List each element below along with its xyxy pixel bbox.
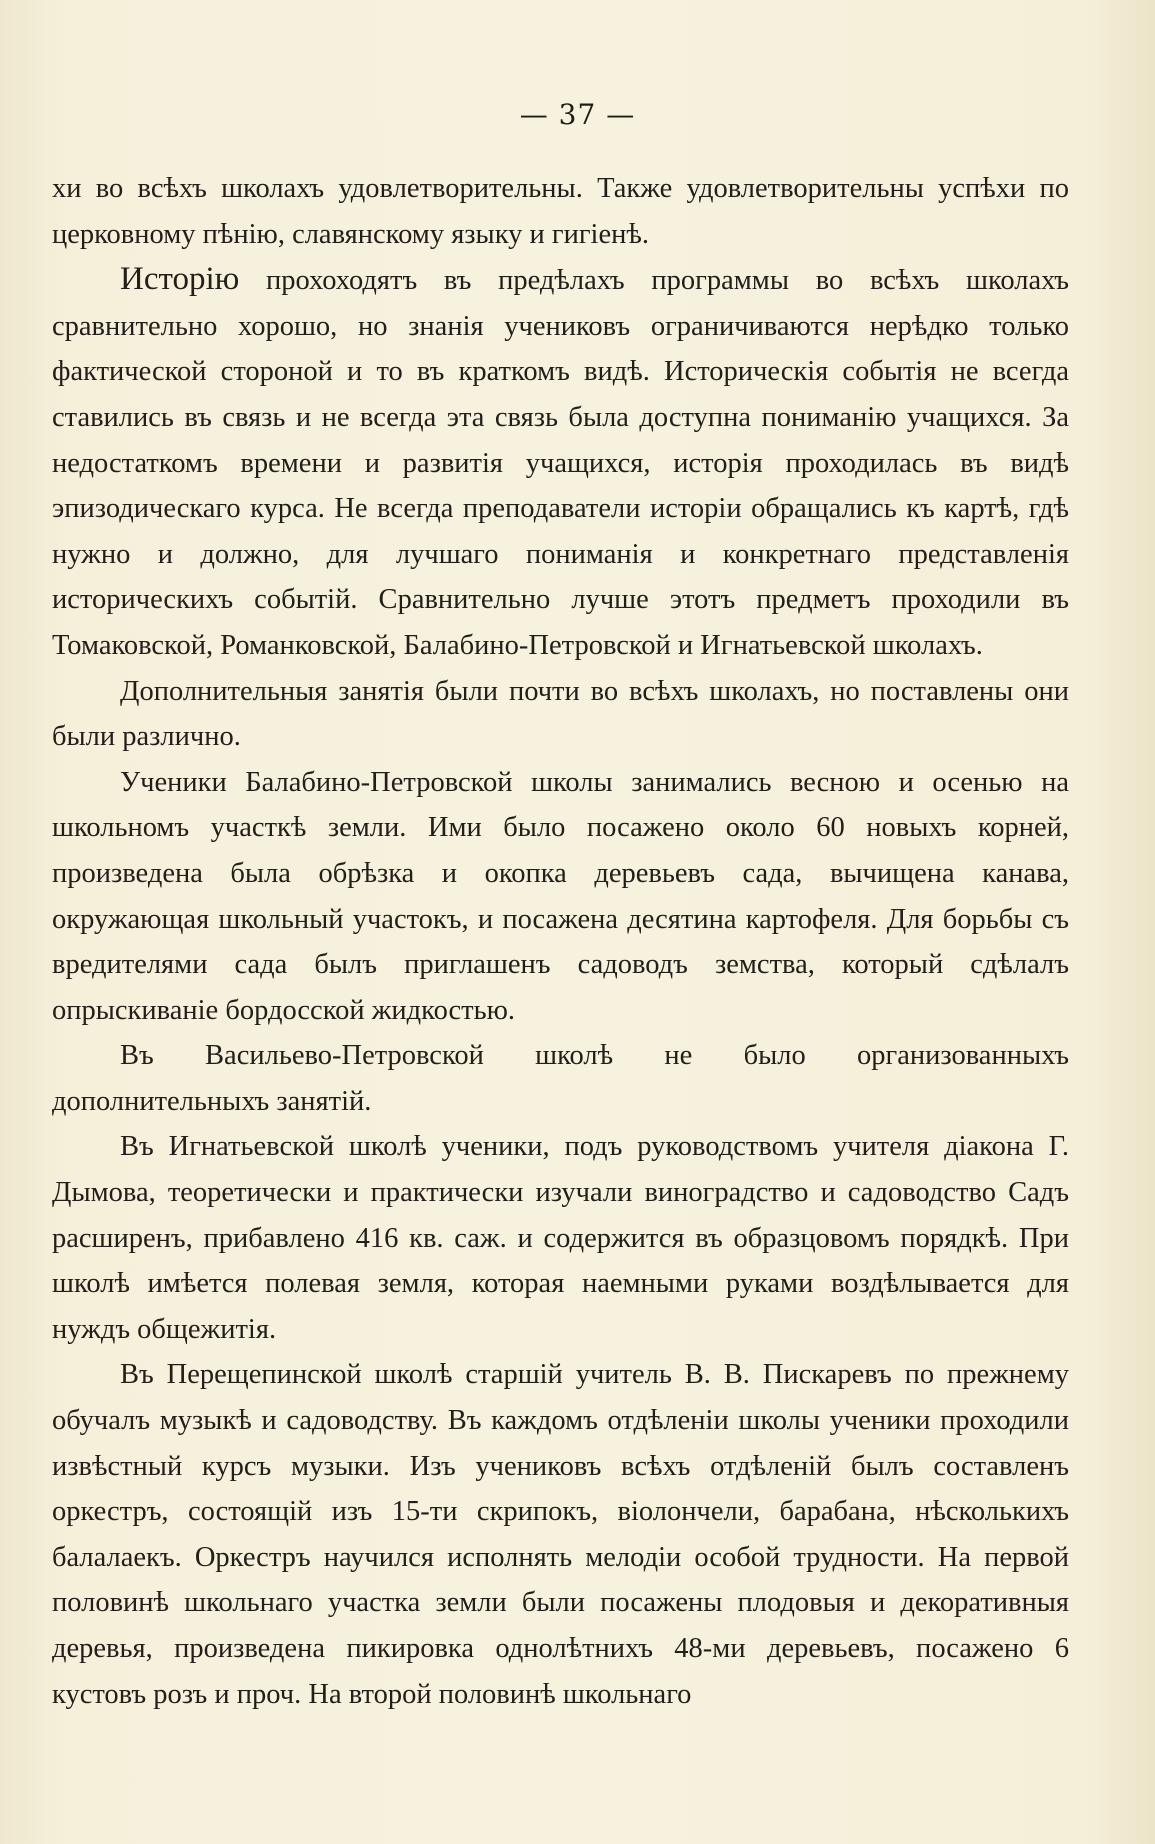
paragraph-1: хи во всѣхъ школахъ удовлетворительны. Также удовлетворительны успѣхи по церковному пѣнію, славянскому языку и гигіенѣ.: [52, 173, 1069, 250]
body-text: [52, 166, 1069, 1717]
paragraph-2-text: прохоходятъ въ предѣлахъ программы во всѣхъ школахъ сравнительно хорошо, но знанія учениковъ ограничиваются нерѣдко только фактической стороной и то въ краткомъ видѣ. Историческія событія не всегда ставились въ связь и не всегда эта связь была доступна пониманію учащихся. За недостаткомъ времени и развитія учащихся, исторія проходилась въ видѣ эпизодическаго курса. Не всегда преподаватели исторіи обращались къ картѣ, гдѣ нужно и должно, для лучшаго пониманія и конкретнаго представленія историческихъ событій. Сравнительно лучше этотъ предметъ проходили въ Томаковской, Романковской, Балабино-Петровской и Игнатьевской школахъ.: [52, 265, 1069, 661]
page-number: — 37 —: [519, 98, 636, 131]
paragraph-5: Въ Васильево-Петровской школѣ не было организованныхъ дополнительныхъ занятій.: [52, 1040, 1069, 1117]
paragraph-4: Ученики Балабино-Петровской школы занимались весною и осенью на школьномъ участкѣ земли. Ими было посажено около 60 новыхъ корней, произведена была обрѣзка и окопка деревьевъ сада, вычищена канава, окружающая школьный участокъ, и посажена десятина картофеля. Для борьбы съ вредителями сада былъ приглашенъ садоводъ земства, который сдѣлалъ опрыскиваніе бордосской жидкостью.: [52, 766, 1069, 1026]
paragraph-6: Въ Игнатьевской школѣ ученики, подъ руководствомъ учителя діакона Г. Дымова, теоретически и практически изучали виноградство и садоводство Садъ расширенъ, прибавлено 416 кв. саж. и содержится въ образцовомъ порядкѣ. При школѣ имѣется полевая земля, которая наемными руками воздѣлывается для нуждъ общежитія.: [52, 1131, 1069, 1345]
paragraph-3: Дополнительныя занятія были почти во всѣхъ школахъ, но поставлены они были различно.: [52, 675, 1069, 753]
paragraph-7: Въ Перещепинской школѣ старшій учитель В. В. Пискаревъ по прежнему обучалъ музыкѣ и садоводству. Въ каждомъ отдѣленіи школы ученики проходили извѣстный курсъ музыки. Изъ учениковъ всѣхъ отдѣленій былъ составленъ оркестръ, состоящій изъ 15-ти скрипокъ, віолончели, барабана, нѣсколькихъ балалаекъ. Оркестръ научился исполнять мелодіи особой трудности. На первой половинѣ школьнаго участка земли были посажены плодовыя и декоративныя деревья, произведена пикировка однолѣтнихъ 48-ми деревьевъ, посажено 6 кустовъ розъ и проч. На второй половинѣ школьнаго: [52, 1359, 1069, 1710]
paragraph-2-first-word: Исторію: [120, 261, 240, 298]
paragraph-2: [52, 257, 1069, 668]
